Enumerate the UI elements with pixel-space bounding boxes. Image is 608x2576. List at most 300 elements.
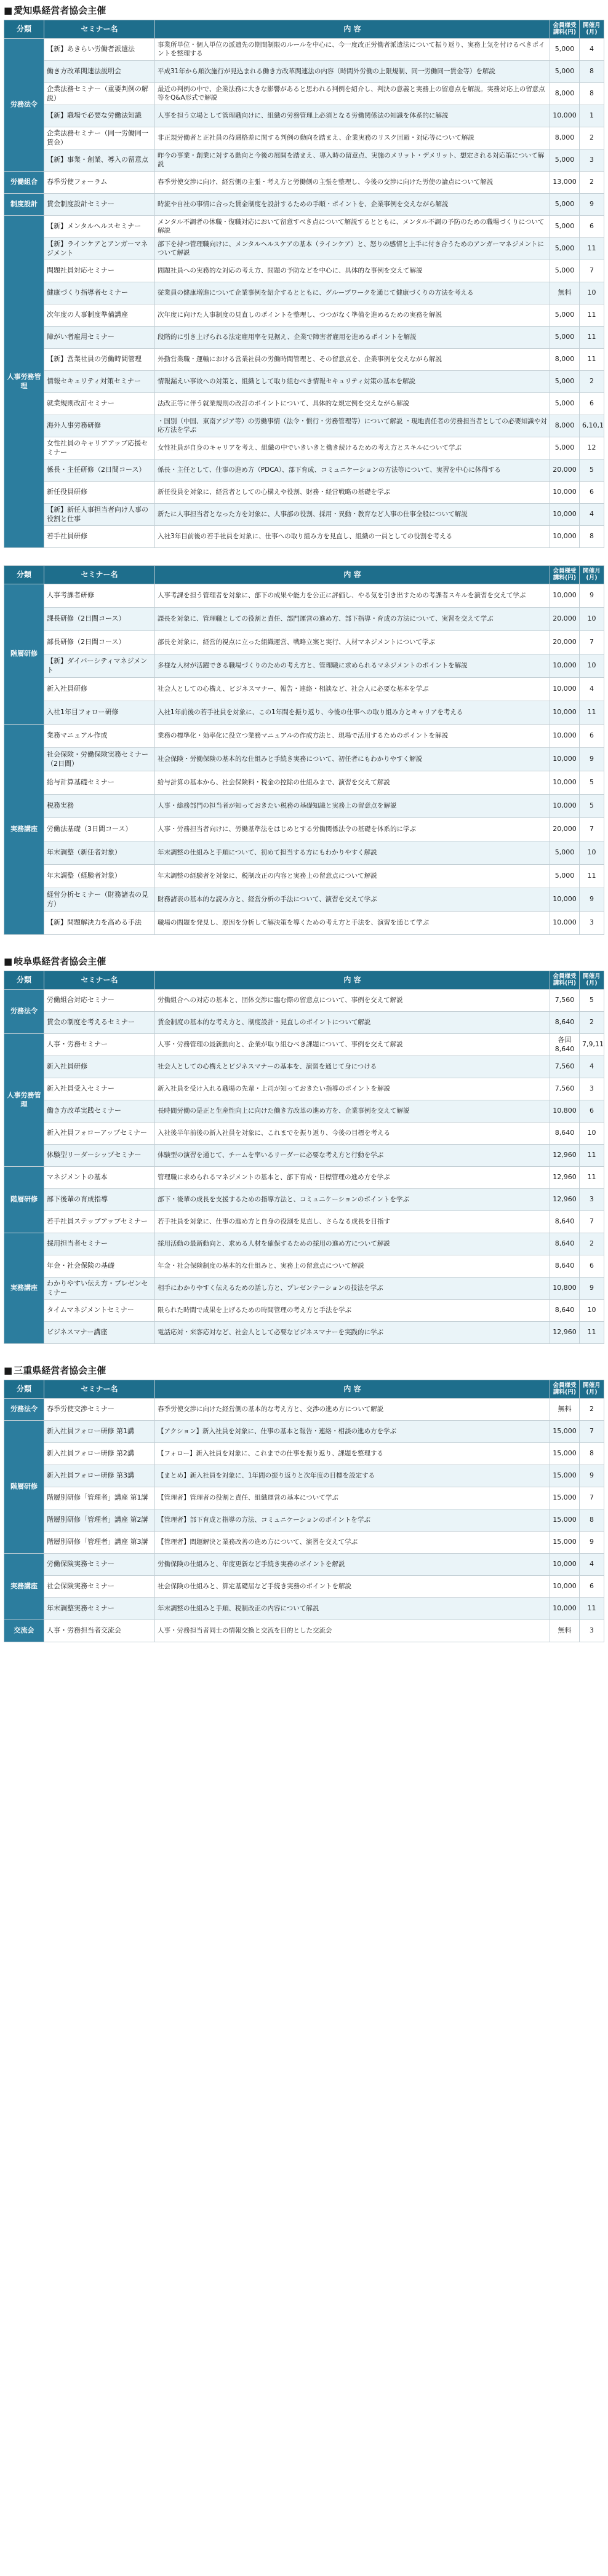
seminar-month: 5 — [580, 990, 604, 1012]
seminar-fee: 8,640 — [550, 1255, 580, 1278]
seminar-month: 6 — [580, 216, 604, 238]
seminar-month: 8 — [580, 83, 604, 105]
seminar-content: 最近の判例の中で、企業法務に大きな影響があると思われる判例を紹介し、判決の意義と実務上の留意点を解説。実務対応上の留意点等をQ&A形式で解説 — [155, 83, 550, 105]
table-row — [4, 149, 604, 172]
table-row — [4, 1189, 604, 1211]
table-row — [4, 260, 604, 282]
header-month: 開催月(月) — [580, 1380, 604, 1399]
seminar-content: 財務諸表の基本的な読み方と、経営分析の手法について、演習を交えて学ぶ — [155, 888, 550, 912]
seminar-month: 3 — [580, 1620, 604, 1642]
seminar-name: 【新】事業・創業、導入の留意点 — [44, 149, 155, 172]
seminar-fee: 5,000 — [550, 841, 580, 865]
seminar-content: 春季労使交渉に向けた経営側の基本的な考え方と、交渉の進め方について解説 — [155, 1399, 550, 1421]
seminar-name: 海外人事労務研修 — [44, 415, 155, 437]
seminar-name: 部長研修（2日間コース） — [44, 631, 155, 654]
seminar-fee: 8,640 — [550, 1123, 580, 1145]
header-content: 内 容 — [155, 20, 550, 39]
seminar-content: 平成31年から順次施行が見込まれる働き方改革関連法の内容（時間外労働の上限規制、同一労働同一賃金等）を解説 — [155, 61, 550, 83]
table-row — [4, 194, 604, 216]
header-content: 内 容 — [155, 566, 550, 584]
header-category: 分類 — [4, 20, 44, 39]
seminar-month: 4 — [580, 1056, 604, 1078]
table-row — [4, 841, 604, 865]
seminar-content: 新入社員を受け入れる職場の先輩・上司が知っておきたい指導のポイントを解説 — [155, 1078, 550, 1100]
table-row — [4, 725, 604, 748]
seminar-fee: 5,000 — [550, 238, 580, 260]
seminar-name: マネジメントの基本 — [44, 1167, 155, 1189]
header-name: セミナー名 — [44, 1380, 155, 1399]
seminar-fee: 10,000 — [550, 771, 580, 795]
header-category: 分類 — [4, 1380, 44, 1399]
seminar-name: 新入社員フォローアップセミナー — [44, 1123, 155, 1145]
category-cell: 労務法令 — [4, 990, 44, 1034]
seminar-month: 10 — [580, 1123, 604, 1145]
table-row — [4, 172, 604, 194]
table-row — [4, 584, 604, 608]
seminar-fee: 15,000 — [550, 1421, 580, 1443]
seminar-content: 部長を対象に、経営的視点に立った組織運営、戦略立案と実行、人材マネジメントについて学ぶ — [155, 631, 550, 654]
seminar-month: 11 — [580, 1322, 604, 1344]
seminar-month: 11 — [580, 1167, 604, 1189]
seminar-fee: 無料 — [550, 1620, 580, 1642]
seminar-content: 課長を対象に、管理職としての役割と責任、部門運営の進め方、部下指導・育成の方法について、実習を交えて学ぶ — [155, 608, 550, 631]
seminar-fee: 7,560 — [550, 1056, 580, 1078]
table-row — [4, 39, 604, 61]
table-row — [4, 238, 604, 260]
seminar-fee: 15,000 — [550, 1532, 580, 1554]
header-month: 開催月(月) — [580, 971, 604, 990]
seminar-content: 外勤営業職・運輸における営業社員の労働時間管理と、その留意点を、企業事例を交えながら解説 — [155, 349, 550, 371]
table-row — [4, 437, 604, 459]
seminar-content: 昨今の事業・創業に対する動向と今後の展開を踏まえ、導入時の留意点、実施のメリット・デメリット、想定される対応策について解説 — [155, 149, 550, 172]
seminar-content: 係長・主任として、仕事の進め方（PDCA）、部下育成、コミュニケーションの方法等について、実習を中心に体得する — [155, 459, 550, 482]
table-row — [4, 1145, 604, 1167]
seminar-name: 【新】営業社員の労働時間管理 — [44, 349, 155, 371]
seminar-content: 若手社員を対象に、仕事の進め方と自身の役割を見直し、さらなる成長を目指す — [155, 1211, 550, 1233]
table-row — [4, 678, 604, 701]
seminar-month: 2 — [580, 172, 604, 194]
seminar-month: 6 — [580, 1100, 604, 1123]
seminar-content: 部下・後輩の成長を支援するための指導方法と、コミュニケーションのポイントを学ぶ — [155, 1189, 550, 1211]
table-row — [4, 526, 604, 548]
seminar-fee: 8,640 — [550, 1211, 580, 1233]
seminar-name: 給与計算基礎セミナー — [44, 771, 155, 795]
seminar-name: 次年度の人事制度準備講座 — [44, 304, 155, 327]
seminar-month: 7 — [580, 818, 604, 841]
seminar-content: メンタル不調者の休職・復職対応において留意すべき点について解説するとともに、メンタル不調の予防のための職場づくりについて解説 — [155, 216, 550, 238]
seminar-month: 3 — [580, 1189, 604, 1211]
table-row — [4, 1278, 604, 1300]
category-cell: 実務講座 — [4, 1233, 44, 1344]
seminar-month: 2 — [580, 127, 604, 149]
header-month: 開催月(月) — [580, 20, 604, 39]
seminar-fee: 15,000 — [550, 1509, 580, 1532]
seminar-fee: 10,000 — [550, 482, 580, 504]
seminar-fee: 8,000 — [550, 349, 580, 371]
seminar-fee: 10,800 — [550, 1278, 580, 1300]
header-category: 分類 — [4, 566, 44, 584]
seminar-content: 新たに人事担当者となった方を対象に、人事部の役割、採用・異動・教育など人事の仕事全般について解説 — [155, 504, 550, 526]
table-row — [4, 701, 604, 725]
table-row — [4, 1100, 604, 1123]
seminar-name: 階層別研修「管理者」講座 第3講 — [44, 1532, 155, 1554]
seminar-content: 人事考課を担う管理者を対象に、部下の成果や能力を公正に評価し、やる気を引き出すための考課者スキルを演習を交えて学ぶ — [155, 584, 550, 608]
seminar-fee: 5,000 — [550, 371, 580, 393]
seminar-content: 【まとめ】新入社員を対象に、1年間の振り返りと次年度の目標を設定する — [155, 1465, 550, 1487]
seminar-fee: 20,000 — [550, 631, 580, 654]
seminar-content: 採用活動の最新動向と、求める人材を確保するための採用の進め方について解説 — [155, 1233, 550, 1255]
seminar-content: 部下を持つ管理職向けに、メンタルヘルスケアの基本（ラインケア）と、怒りの感情と上手に付き合うためのアンガーマネジメントについて解説 — [155, 238, 550, 260]
section-gap — [4, 1344, 604, 1361]
category-cell: 労務法令 — [4, 1399, 44, 1421]
seminar-content: 年末調整の仕組みと手順、税制改正の内容について解説 — [155, 1598, 550, 1620]
seminar-month: 11 — [580, 1598, 604, 1620]
header-fee: 会員様受講料(円) — [550, 566, 580, 584]
seminar-name: 働き方改革実践セミナー — [44, 1100, 155, 1123]
table-row — [4, 771, 604, 795]
seminar-month: 4 — [580, 504, 604, 526]
seminar-month: 6 — [580, 393, 604, 415]
header-category: 分類 — [4, 971, 44, 990]
seminar-content: 【アクション】新入社員を対象に、仕事の基本と報告・連絡・相談の進め方を学ぶ — [155, 1421, 550, 1443]
seminar-fee: 7,560 — [550, 1078, 580, 1100]
header-month: 開催月(月) — [580, 566, 604, 584]
seminar-content: 電話応対・来客応対など、社会人として必要なビジネスマナーを実践的に学ぶ — [155, 1322, 550, 1344]
seminar-name: 新入社員研修 — [44, 678, 155, 701]
seminar-name: 春季労使交渉セミナー — [44, 1399, 155, 1421]
seminar-name: 業務マニュアル作成 — [44, 725, 155, 748]
seminar-fee: 12,960 — [550, 1145, 580, 1167]
seminar-content: 新任役員を対象に、経営者としての心構えや役割、財務・経営戦略の基礎を学ぶ — [155, 482, 550, 504]
seminar-fee: 7,560 — [550, 990, 580, 1012]
seminar-name: 企業法務セミナー（同一労働同一賃金） — [44, 127, 155, 149]
seminar-fee: 5,000 — [550, 437, 580, 459]
header-name: セミナー名 — [44, 20, 155, 39]
table-row — [4, 282, 604, 304]
table-row — [4, 1211, 604, 1233]
header-fee: 会員様受講料(円) — [550, 971, 580, 990]
seminar-fee: 各回8,640 — [550, 1034, 580, 1056]
table-row — [4, 127, 604, 149]
table-row — [4, 105, 604, 127]
seminar-name: 人事考課者研修 — [44, 584, 155, 608]
header-name: セミナー名 — [44, 971, 155, 990]
seminar-content: 社会人としての心構え、ビジネスマナー、報告・連絡・相談など、社会人に必要な基本を学ぶ — [155, 678, 550, 701]
seminar-content: 法改正等に伴う就業規則の改訂のポイントについて、具体的な規定例を交えながら解説 — [155, 393, 550, 415]
seminar-month: 6 — [580, 725, 604, 748]
seminar-fee: 無料 — [550, 1399, 580, 1421]
seminar-month: 7 — [580, 1421, 604, 1443]
seminar-fee: 10,000 — [550, 888, 580, 912]
seminar-name: わかりやすい伝え方・プレゼンセミナー — [44, 1278, 155, 1300]
table-header-row — [4, 1380, 604, 1399]
table-row — [4, 1255, 604, 1278]
table-row — [4, 608, 604, 631]
table-row — [4, 912, 604, 935]
seminar-name: 社会保険・労働保険実務セミナー（2日間） — [44, 748, 155, 771]
seminar-month: 10 — [580, 841, 604, 865]
seminar-table-aichi-2 — [4, 565, 604, 935]
seminar-month: 7 — [580, 631, 604, 654]
seminar-content: 限られた時間で成果を上げるための時間管理の考え方と手法を学ぶ — [155, 1300, 550, 1322]
seminar-content: 人事・総務部門の担当者が知っておきたい税務の基礎知識と実務上の留意点を解説 — [155, 795, 550, 818]
table-row — [4, 1123, 604, 1145]
seminar-month: 8 — [580, 526, 604, 548]
category-cell: 人事労務管理 — [4, 216, 44, 548]
seminar-month: 2 — [580, 1399, 604, 1421]
table-row — [4, 1620, 604, 1642]
header-content: 内 容 — [155, 971, 550, 990]
seminar-content: 労働保険の仕組みと、年度更新など手続き実務のポイントを解説 — [155, 1554, 550, 1576]
table-row — [4, 1300, 604, 1322]
table-row — [4, 327, 604, 349]
seminar-name: 労働法基礎（3日間コース） — [44, 818, 155, 841]
seminar-fee: 10,000 — [550, 678, 580, 701]
seminar-rows — [4, 990, 604, 1344]
seminar-content: 社会保険・労働保険の基本的な仕組みと手続き実務について、初任者にもわかりやすく解説 — [155, 748, 550, 771]
seminar-month: 11 — [580, 1145, 604, 1167]
seminar-fee: 10,000 — [550, 1554, 580, 1576]
seminar-month: 7,9,11 — [580, 1034, 604, 1056]
seminar-fee: 13,000 — [550, 172, 580, 194]
seminar-content: 人事を担う立場として管理職向けに、組織の労務管理上必須となる労働関係法の知識を体系的に解説 — [155, 105, 550, 127]
seminar-month: 12 — [580, 437, 604, 459]
seminar-content: 【管理者】管理者の役割と責任、組織運営の基本について学ぶ — [155, 1487, 550, 1509]
seminar-name: 新任役員研修 — [44, 482, 155, 504]
seminar-name: 【新】ラインケアとアンガーマネジメント — [44, 238, 155, 260]
table-row — [4, 1322, 604, 1344]
table-row — [4, 83, 604, 105]
category-cell: 実務講座 — [4, 1554, 44, 1620]
table-row — [4, 1233, 604, 1255]
seminar-fee: 20,000 — [550, 459, 580, 482]
table-row — [4, 1443, 604, 1465]
seminar-name: 部下後輩の育成指導 — [44, 1189, 155, 1211]
seminar-name: 【新】新任人事担当者向け人事の役割と仕事 — [44, 504, 155, 526]
seminar-fee: 無料 — [550, 282, 580, 304]
seminar-name: 【新】問題解決力を高める手法 — [44, 912, 155, 935]
table-row — [4, 1576, 604, 1598]
seminar-fee: 10,800 — [550, 1100, 580, 1123]
seminar-name: 【新】メンタルヘルスセミナー — [44, 216, 155, 238]
seminar-content: 入社後半年前後の新入社員を対象に、これまでを振り返り、今後の目標を考える — [155, 1123, 550, 1145]
seminar-name: 課長研修（2日間コース） — [44, 608, 155, 631]
seminar-month: 8 — [580, 1443, 604, 1465]
table-header-row — [4, 20, 604, 39]
table-row — [4, 304, 604, 327]
seminar-name: 就業規則改訂セミナー — [44, 393, 155, 415]
table-row — [4, 1078, 604, 1100]
category-cell: 労働組合 — [4, 172, 44, 194]
seminar-table-aichi-1 — [4, 20, 604, 548]
category-cell: 実務講座 — [4, 725, 44, 935]
table-row — [4, 393, 604, 415]
seminar-fee: 10,000 — [550, 654, 580, 678]
seminar-month: 1 — [580, 105, 604, 127]
seminar-name: 階層別研修「管理者」講座 第2講 — [44, 1509, 155, 1532]
seminar-fee: 10,000 — [550, 526, 580, 548]
seminar-month: 4 — [580, 1554, 604, 1576]
seminar-month: 10 — [580, 282, 604, 304]
table-row — [4, 482, 604, 504]
seminar-rows — [4, 39, 604, 548]
table-row — [4, 865, 604, 888]
seminar-month: 6,10,1 — [580, 415, 604, 437]
seminar-name: 賃金の制度を考えるセミナー — [44, 1012, 155, 1034]
seminar-content: 相手にわかりやすく伝えるための話し方と、プレゼンテーションの技法を学ぶ — [155, 1278, 550, 1300]
seminar-fee: 8,000 — [550, 415, 580, 437]
table-row — [4, 990, 604, 1012]
seminar-month: 11 — [580, 349, 604, 371]
seminar-content: 【管理者】部下育成と指導の方法、コミュニケーションのポイントを学ぶ — [155, 1509, 550, 1532]
seminar-table-gifu — [4, 971, 604, 1344]
seminar-month: 9 — [580, 194, 604, 216]
seminar-content: 時流や自社の事情に合った賃金制度を設計するための手順・ポイントを、企業事例を交えながら解説 — [155, 194, 550, 216]
header-name: セミナー名 — [44, 566, 155, 584]
seminar-month: 7 — [580, 260, 604, 282]
section-title-mie: ■ 三重県経営者協会主催 — [4, 1361, 604, 1380]
seminar-rows — [4, 1399, 604, 1642]
table-row — [4, 1465, 604, 1487]
category-cell: 階層研修 — [4, 1167, 44, 1233]
seminar-fee: 20,000 — [550, 818, 580, 841]
seminar-fee: 10,000 — [550, 1598, 580, 1620]
seminar-fee: 8,000 — [550, 127, 580, 149]
seminar-month: 11 — [580, 304, 604, 327]
seminar-month: 10 — [580, 1300, 604, 1322]
table-row — [4, 61, 604, 83]
section-gap — [4, 935, 604, 952]
table-row — [4, 888, 604, 912]
seminar-name: 新入社員フォロー研修 第2講 — [44, 1443, 155, 1465]
seminar-fee: 12,960 — [550, 1167, 580, 1189]
seminar-content: 社会人としての心構えとビジネスマナーの基本を、演習を通じて身につける — [155, 1056, 550, 1078]
table-header-row — [4, 971, 604, 990]
seminar-fee: 12,960 — [550, 1322, 580, 1344]
seminar-fee: 10,000 — [550, 725, 580, 748]
table-row — [4, 1598, 604, 1620]
seminar-name: 問題社員対応セミナー — [44, 260, 155, 282]
seminar-content: 次年度に向けた人事制度の見直しのポイントを整理し、つつがなく準備を進めるための実務を解説 — [155, 304, 550, 327]
header-content: 内 容 — [155, 1380, 550, 1399]
seminar-month: 8 — [580, 61, 604, 83]
seminar-month: 3 — [580, 149, 604, 172]
seminar-fee: 20,000 — [550, 608, 580, 631]
table-row — [4, 1056, 604, 1078]
seminar-name: 入社1年目フォロー研修 — [44, 701, 155, 725]
seminar-content: 社会保険の仕組みと、算定基礎届など手続き実務のポイントを解説 — [155, 1576, 550, 1598]
seminar-month: 11 — [580, 701, 604, 725]
seminar-name: 経営分析セミナー（財務諸表の見方） — [44, 888, 155, 912]
seminar-fee: 8,000 — [550, 83, 580, 105]
seminar-content: 人事・労務担当者同士の情報交換と交流を目的とした交流会 — [155, 1620, 550, 1642]
category-cell: 階層研修 — [4, 584, 44, 725]
seminar-fee: 5,000 — [550, 327, 580, 349]
seminar-table-mie — [4, 1380, 604, 1642]
seminar-month: 8 — [580, 1509, 604, 1532]
seminar-month: 2 — [580, 1233, 604, 1255]
seminar-month: 9 — [580, 888, 604, 912]
seminar-name: 年末調整実務セミナー — [44, 1598, 155, 1620]
seminar-content: 問題社員への実務的な対応の考え方、問題の予防などを中心に、具体的な事例を交えて解説 — [155, 260, 550, 282]
seminar-name: 若手社員ステップアップセミナー — [44, 1211, 155, 1233]
seminar-name: 人事・労務セミナー — [44, 1034, 155, 1056]
table-row — [4, 1399, 604, 1421]
seminar-fee: 5,000 — [550, 39, 580, 61]
table-row — [4, 1554, 604, 1576]
seminar-name: 採用担当者セミナー — [44, 1233, 155, 1255]
seminar-month: 7 — [580, 1487, 604, 1509]
seminar-name: 労働組合対応セミナー — [44, 990, 155, 1012]
seminar-fee: 5,000 — [550, 61, 580, 83]
seminar-content: 労働組合への対応の基本と、団体交渉に臨む際の留意点について、事例を交えて解説 — [155, 990, 550, 1012]
seminar-content: 事業所単位・個人単位の派遣先の期間制限のルールを中心に、今一度改正労働者派遣法について振り返り、実務上気を付けるべきポイントを整理する — [155, 39, 550, 61]
seminar-fee: 10,000 — [550, 1576, 580, 1598]
seminar-name: 女性社員のキャリアアップ応援セミナー — [44, 437, 155, 459]
seminar-name: 働き方改革関連法説明会 — [44, 61, 155, 83]
seminar-month: 5 — [580, 459, 604, 482]
seminar-month: 4 — [580, 39, 604, 61]
seminar-name: 若手社員研修 — [44, 526, 155, 548]
seminar-fee: 8,640 — [550, 1233, 580, 1255]
table-row — [4, 748, 604, 771]
seminar-month: 11 — [580, 238, 604, 260]
seminar-name: 係長・主任研修（2日間コース） — [44, 459, 155, 482]
seminar-month: 9 — [580, 1532, 604, 1554]
seminar-name: 情報セキュリティ対策セミナー — [44, 371, 155, 393]
seminar-name: 人事・労務担当者交流会 — [44, 1620, 155, 1642]
seminar-content: 給与計算の基本から、社会保険料・税金の控除の仕組みまで、演習を交えて解説 — [155, 771, 550, 795]
seminar-month: 5 — [580, 771, 604, 795]
seminar-fee: 15,000 — [550, 1443, 580, 1465]
table-row — [4, 1487, 604, 1509]
seminar-content: ・国別（中国、東南アジア等）の労働事情（法令・慣行・労務管理等）について解説 ・現地責任者の労務担当者としての必要知識や対応方法を学ぶ — [155, 415, 550, 437]
seminar-fee: 10,000 — [550, 584, 580, 608]
seminar-content: 多様な人材が活躍できる職場づくりのための考え方と、管理職に求められるマネジメントのポイントを解説 — [155, 654, 550, 678]
seminar-content: 職場の問題を発見し、原因を分析して解決策を導くための考え方と手法を、演習を通じて学ぶ — [155, 912, 550, 935]
table-row — [4, 504, 604, 526]
seminar-name: 賃金制度設計セミナー — [44, 194, 155, 216]
seminar-content: 従業員の健康増進について企業事例を紹介するとともに、グループワークを通じて健康づくりの方法を考える — [155, 282, 550, 304]
seminar-name: 新入社員フォロー研修 第3講 — [44, 1465, 155, 1487]
table-header-row — [4, 566, 604, 584]
header-fee: 会員様受講料(円) — [550, 20, 580, 39]
seminar-month: 6 — [580, 1255, 604, 1278]
table-row — [4, 631, 604, 654]
seminar-name: 【新】職場で必要な労働法知識 — [44, 105, 155, 127]
seminar-rows — [4, 584, 604, 935]
seminar-fee: 5,000 — [550, 865, 580, 888]
category-cell: 人事労務管理 — [4, 1034, 44, 1167]
seminar-content: 【管理者】問題解決と業務改善の進め方について、演習を交えて学ぶ — [155, 1532, 550, 1554]
seminar-content: 春季労使交渉に向け、経営側の主張・考え方と労働側の主張を整理し、今後の交渉に向けた労使の論点について解説 — [155, 172, 550, 194]
seminar-month: 4 — [580, 678, 604, 701]
seminar-fee: 12,960 — [550, 1189, 580, 1211]
seminar-fee: 5,000 — [550, 304, 580, 327]
seminar-name: 年金・社会保険の基礎 — [44, 1255, 155, 1278]
table-row — [4, 1167, 604, 1189]
seminar-name: 社会保険実務セミナー — [44, 1576, 155, 1598]
seminar-content: 賃金制度の基本的な考え方と、制度設計・見直しのポイントについて解説 — [155, 1012, 550, 1034]
seminar-name: ビジネスマナー講座 — [44, 1322, 155, 1344]
seminar-fee: 5,000 — [550, 194, 580, 216]
section-title-gifu: ■ 岐阜県経営者協会主催 — [4, 952, 604, 971]
seminar-month: 10 — [580, 654, 604, 678]
seminar-month: 9 — [580, 1465, 604, 1487]
seminar-fee: 10,000 — [550, 748, 580, 771]
seminar-name: 税務実務 — [44, 795, 155, 818]
seminar-name: 新入社員研修 — [44, 1056, 155, 1078]
